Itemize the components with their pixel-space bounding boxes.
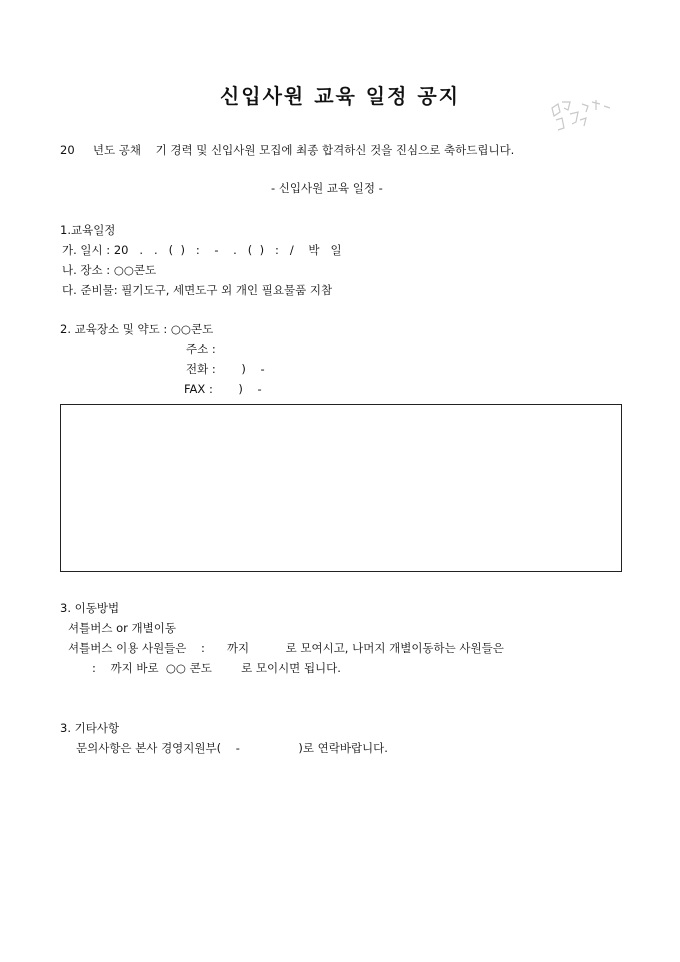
venue-phone: 전화 : ) - xyxy=(186,362,265,376)
section1-heading: 1.교육일정 xyxy=(60,223,116,237)
venue-address: 주소 : xyxy=(186,342,216,356)
schedule-heading: - 신입사원 교육 일정 - xyxy=(271,181,383,195)
venue-fax: FAX : ) - xyxy=(184,382,262,396)
document-title: 신입사원 교육 일정 공지 xyxy=(219,84,461,108)
transport-option: 셔틀버스 or 개별이동 xyxy=(68,621,176,635)
section4-heading: 3. 기타사항 xyxy=(60,721,120,735)
transport-individual-instructions: : 까지 바로 ○○ 콘도 로 모이시면 됩니다. xyxy=(92,661,341,675)
section2-heading: 2. 교육장소 및 약도 : ○○콘도 xyxy=(60,322,214,336)
intro-text: 20 년도 공채 기 경력 및 신입사원 모집에 최종 합격하신 것을 진심으로 축하드립니다. xyxy=(60,143,515,157)
transport-shuttle-instructions: 셔틀버스 이용 사원들은 : 까지 로 모여시고, 나머지 개별이동하는 사원들은 xyxy=(68,641,504,655)
schedule-date: 가. 일시 : 20 . . ( ) : - . ( ) : / 박 일 xyxy=(62,243,342,257)
section3-heading: 3. 이동방법 xyxy=(60,601,120,615)
contact-info: 문의사항은 본사 경영지원부( - )로 연락바랍니다. xyxy=(76,741,388,755)
map-box xyxy=(60,404,622,572)
schedule-place: 나. 장소 : ○○콘도 xyxy=(62,263,157,277)
schedule-supplies: 다. 준비물: 필기도구, 세면도구 외 개인 필요물품 지참 xyxy=(62,283,333,297)
stamp-mark xyxy=(548,98,612,134)
